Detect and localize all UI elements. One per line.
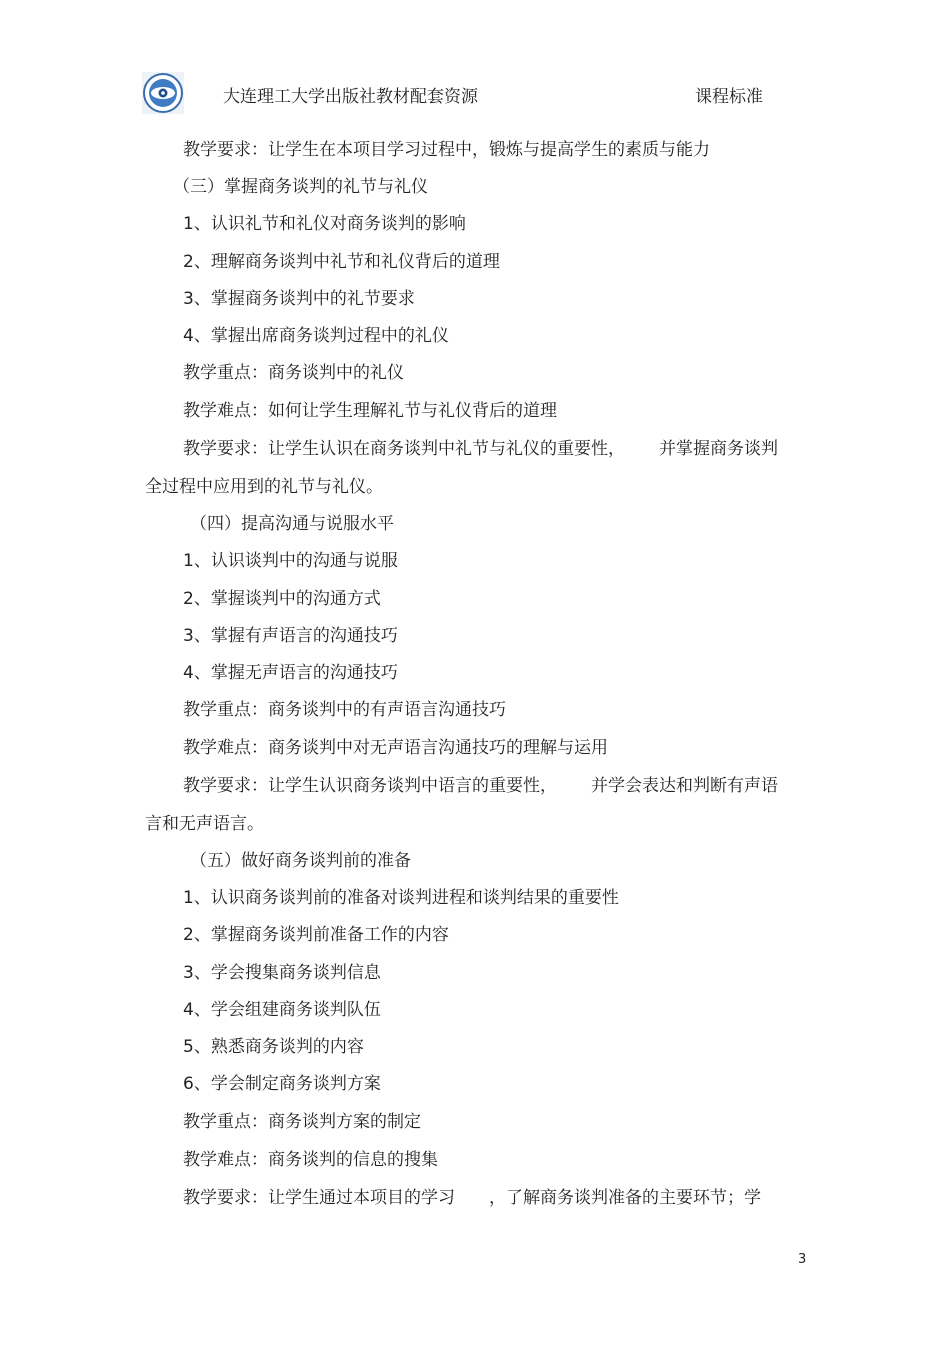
university-logo-icon bbox=[142, 72, 184, 114]
page-number: 3 bbox=[798, 1252, 807, 1267]
text-line: 教学要求：让学生认识商务谈判中语言的重要性， 并学会表达和判断有声语 bbox=[183, 776, 778, 796]
document-type: 课程标准 bbox=[695, 87, 763, 107]
list-item: 1、认识商务谈判前的准备对谈判进程和谈判结果的重要性 bbox=[183, 888, 619, 908]
section-heading: （三）掌握商务谈判的礼节与礼仪 bbox=[173, 177, 428, 197]
text-line: 教学重点：商务谈判中的有声语言沟通技巧 bbox=[183, 700, 506, 720]
text-line: 教学要求：让学生在本项目学习过程中，锻炼与提高学生的素质与能力 bbox=[183, 140, 710, 160]
list-item: 5、熟悉商务谈判的内容 bbox=[183, 1037, 364, 1057]
text-line: 教学要求：让学生通过本项目的学习 ，了解商务谈判准备的主要环节；学 bbox=[183, 1188, 761, 1208]
list-item: 1、认识礼节和礼仪对商务谈判的影响 bbox=[183, 214, 466, 234]
text-line: 教学难点：商务谈判的信息的搜集 bbox=[183, 1150, 438, 1170]
list-item: 3、掌握有声语言的沟通技巧 bbox=[183, 626, 398, 646]
list-item: 2、理解商务谈判中礼节和礼仪背后的道理 bbox=[183, 252, 500, 272]
section-heading: （五）做好商务谈判前的准备 bbox=[190, 851, 411, 871]
text-line: 全过程中应用到的礼节与礼仪。 bbox=[145, 477, 383, 497]
text-line: 教学重点：商务谈判方案的制定 bbox=[183, 1112, 421, 1132]
text-line: 教学要求：让学生认识在商务谈判中礼节与礼仪的重要性， 并掌握商务谈判 bbox=[183, 439, 778, 459]
list-item: 2、掌握谈判中的沟通方式 bbox=[183, 589, 381, 609]
text-line: 言和无声语言。 bbox=[145, 814, 264, 834]
publisher-title: 大连理工大学出版社教材配套资源 bbox=[223, 87, 478, 107]
text-line: 教学重点：商务谈判中的礼仪 bbox=[183, 363, 404, 383]
list-item: 4、掌握无声语言的沟通技巧 bbox=[183, 663, 398, 683]
text-line: 教学难点：商务谈判中对无声语言沟通技巧的理解与运用 bbox=[183, 738, 608, 758]
list-item: 6、学会制定商务谈判方案 bbox=[183, 1074, 381, 1094]
list-item: 1、认识谈判中的沟通与说服 bbox=[183, 551, 398, 571]
list-item: 3、学会搜集商务谈判信息 bbox=[183, 963, 381, 983]
list-item: 4、掌握出席商务谈判过程中的礼仪 bbox=[183, 326, 449, 346]
text-line: 教学难点：如何让学生理解礼节与礼仪背后的道理 bbox=[183, 401, 557, 421]
list-item: 3、掌握商务谈判中的礼节要求 bbox=[183, 289, 415, 309]
section-heading: （四）提高沟通与说服水平 bbox=[190, 514, 394, 534]
list-item: 2、掌握商务谈判前准备工作的内容 bbox=[183, 925, 449, 945]
list-item: 4、学会组建商务谈判队伍 bbox=[183, 1000, 381, 1020]
page-header bbox=[140, 72, 800, 116]
